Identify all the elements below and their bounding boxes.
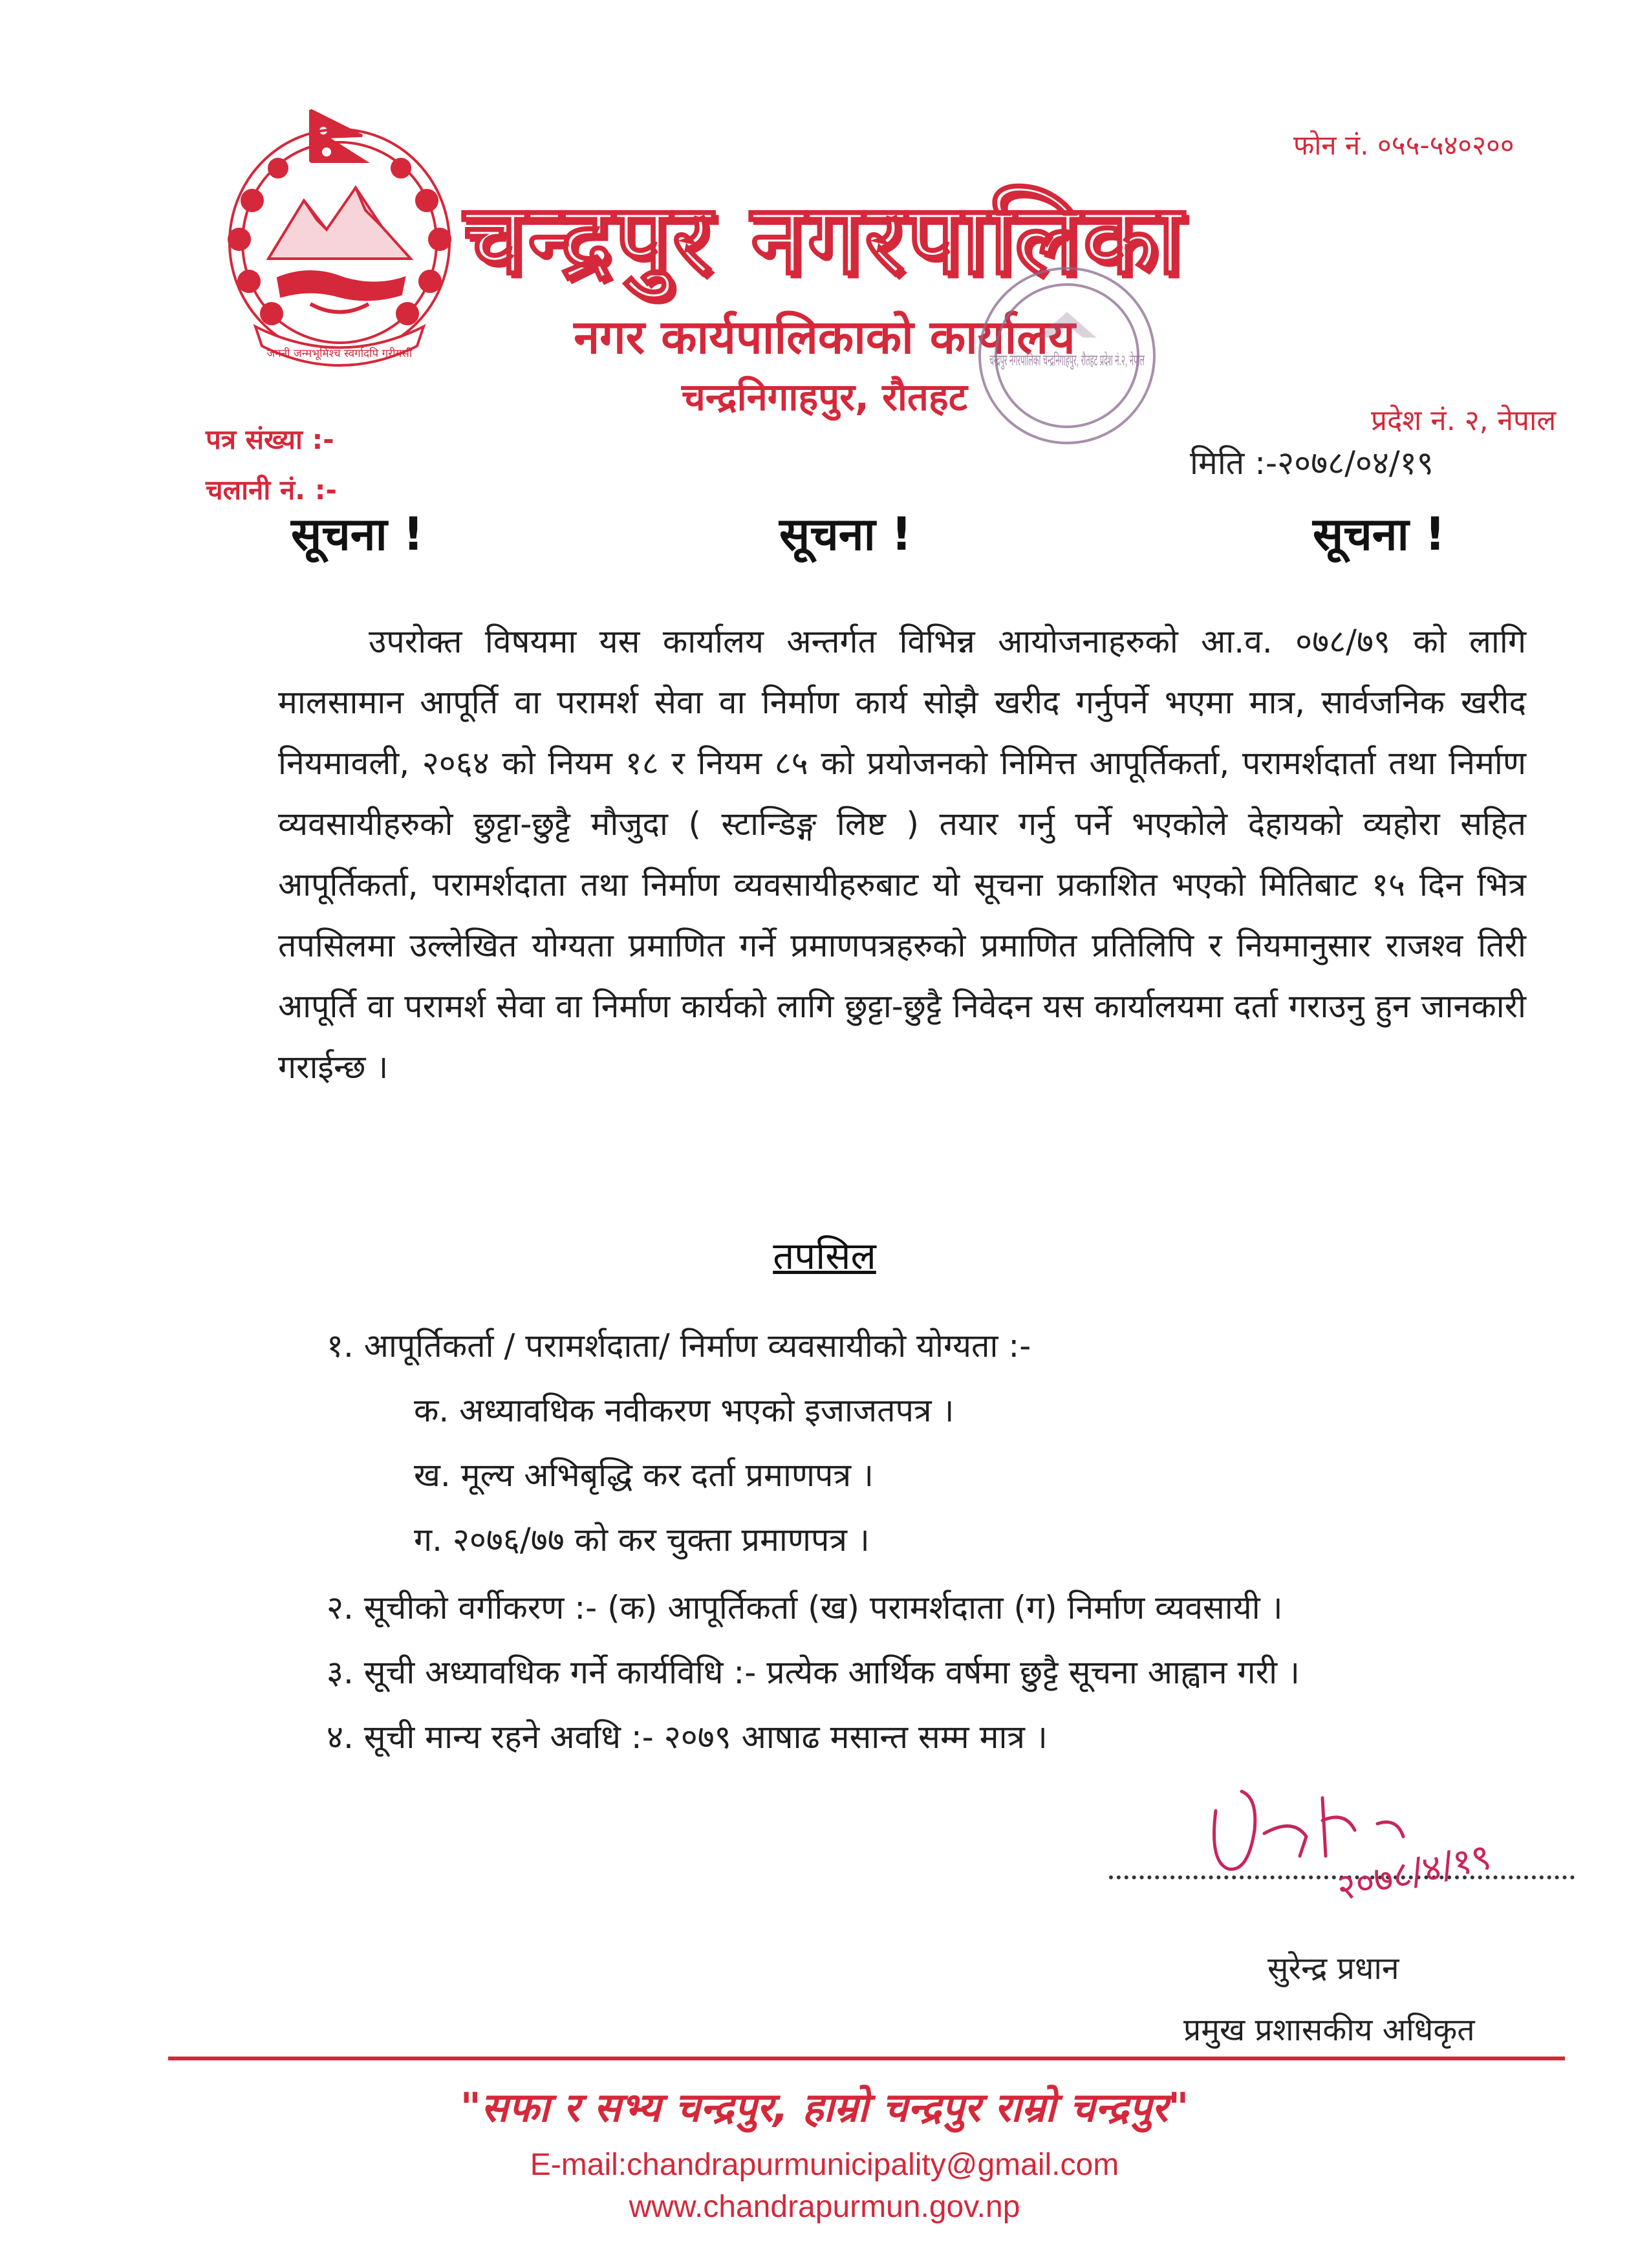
list-item: २. सूचीको वर्गीकरण :- (क) आपूर्तिकर्ता (ख) परामर्शदाता (ग) निर्माण व्यवसायी । <box>327 1589 1283 1626</box>
list-item: ४. सूची मान्य रहने अवधि :- २०७९ आषाढ मसान्त सम्म मात्र । <box>327 1718 1048 1756</box>
list-item: ३. सूची अध्यावधिक गर्ने कार्यविधि :- प्रत्येक आर्थिक वर्षमा छुट्टै सूचना आह्वान गरी । <box>327 1654 1300 1691</box>
province: प्रदेश नं. २, नेपाल <box>1371 404 1557 437</box>
footer-website: www.chandrapurmun.gov.np <box>629 2190 1020 2224</box>
list-item: ख. मूल्य अभिबृद्धि कर दर्ता प्रमाणपत्र । <box>414 1456 874 1494</box>
letter-number-label: पत्र संख्या :- <box>206 424 334 455</box>
office-name: नगर कार्यपालिकाको कार्यालय <box>574 310 1075 364</box>
notice-heading-center: सूचना ! <box>779 508 912 561</box>
signatory-name: सुरेन्द्र प्रधान <box>1267 1950 1399 1987</box>
phone-number: फोन नं. ०५५-५४०२०० <box>1293 129 1514 161</box>
office-seal-icon <box>970 259 1322 453</box>
municipality-name: चन्द्रपुर नगरपालिका <box>464 184 1185 296</box>
emblem-motto: जननी जन्मभूमिश्च स्वर्गादपि गरीयसी <box>266 347 413 360</box>
signatory-designation: प्रमुख प्रशासकीय अधिकृत <box>1183 2012 1475 2048</box>
stamp-text: चन्द्रपुर नगरपालिका चन्द्रनिगाहपुर, रौतहट प्रदेश नं.२, नेपाल <box>989 351 1322 369</box>
notice-heading-right: सूचना ! <box>1313 508 1446 561</box>
notice-heading-left: सूचना ! <box>291 508 424 561</box>
footer-divider <box>168 2057 1565 2060</box>
footer-email: E-mail:chandrapurmunicipality@gmail.com <box>530 2148 1119 2182</box>
notice-paragraph: उपरोक्त विषयमा यस कार्यालय अन्तर्गत विभिन्न आयोजनाहरुको आ.व. ०७८/७९ को लागि मालसामान आपूर्ति वा परामर्श सेवा वा निर्माण कार्य सोझै खरीद गर्नुपर्ने भएमा मात्र, सार्वजनिक खरीद नियमावली, २०६४ को नियम १८ र नियम ८५ को प्रयोजनको निमित्त आपूर्तिकर्ता, परामर्शदार्ता तथा निर्माण व्यवसायीहरुको छुट्टा-छुट्टै मौजुदा ( स्टान्डिङ्ग लिष्ट ) तयार गर्नु पर्ने भएकोले देहायको व्यहोरा सहित आपूर्तिकर्ता, परामर्शदाता तथा निर्माण व्यवसायीहरुबाट यो सूचना प्रकाशित भएको मितिबाट १५ दिन भित्र तपसिलमा उल्लेखित योग्यता प्रमाणित गर्ने प्रमाणपत्रहरुको प्रमाणित प्रतिलिपि र नियमानुसार राजश्व तिरी आपूर्ति वा परामर्श सेवा वा निर्माण कार्यको लागि छुट्टा-छुट्टै निवेदन यस कार्यालयमा दर्ता गराउनु हुन जानकारी गराईन्छ । <box>278 623 1526 1086</box>
list-item: १. आपूर्तिकर्ता / परामर्शदाता/ निर्माण व्यवसायीको योग्यता :- <box>327 1327 1031 1365</box>
list-item: ग. २०७६/७७ को कर चुक्ता प्रमाणपत्र । <box>414 1521 870 1559</box>
tapasil-title: तपसिल <box>773 1234 876 1278</box>
notice-body <box>278 611 1526 1097</box>
footer-slogan: "सफा र सभ्य चन्द्रपुर, हाम्रो चन्द्रपुर राम्रो चन्द्रपुर" <box>460 2084 1189 2131</box>
list-item: क. अध्यावधिक नवीकरण भएको इजाजतपत्र । <box>414 1392 954 1429</box>
signature-date: २०७८/४/१९ <box>1333 1835 1495 1910</box>
dispatch-number-label: चलानी नं. :- <box>206 474 337 506</box>
letter-date: मिति :-२०७८/०४/१९ <box>1190 444 1434 482</box>
office-address: चन्द्रनिगाहपुर, रौतहट <box>682 375 967 419</box>
